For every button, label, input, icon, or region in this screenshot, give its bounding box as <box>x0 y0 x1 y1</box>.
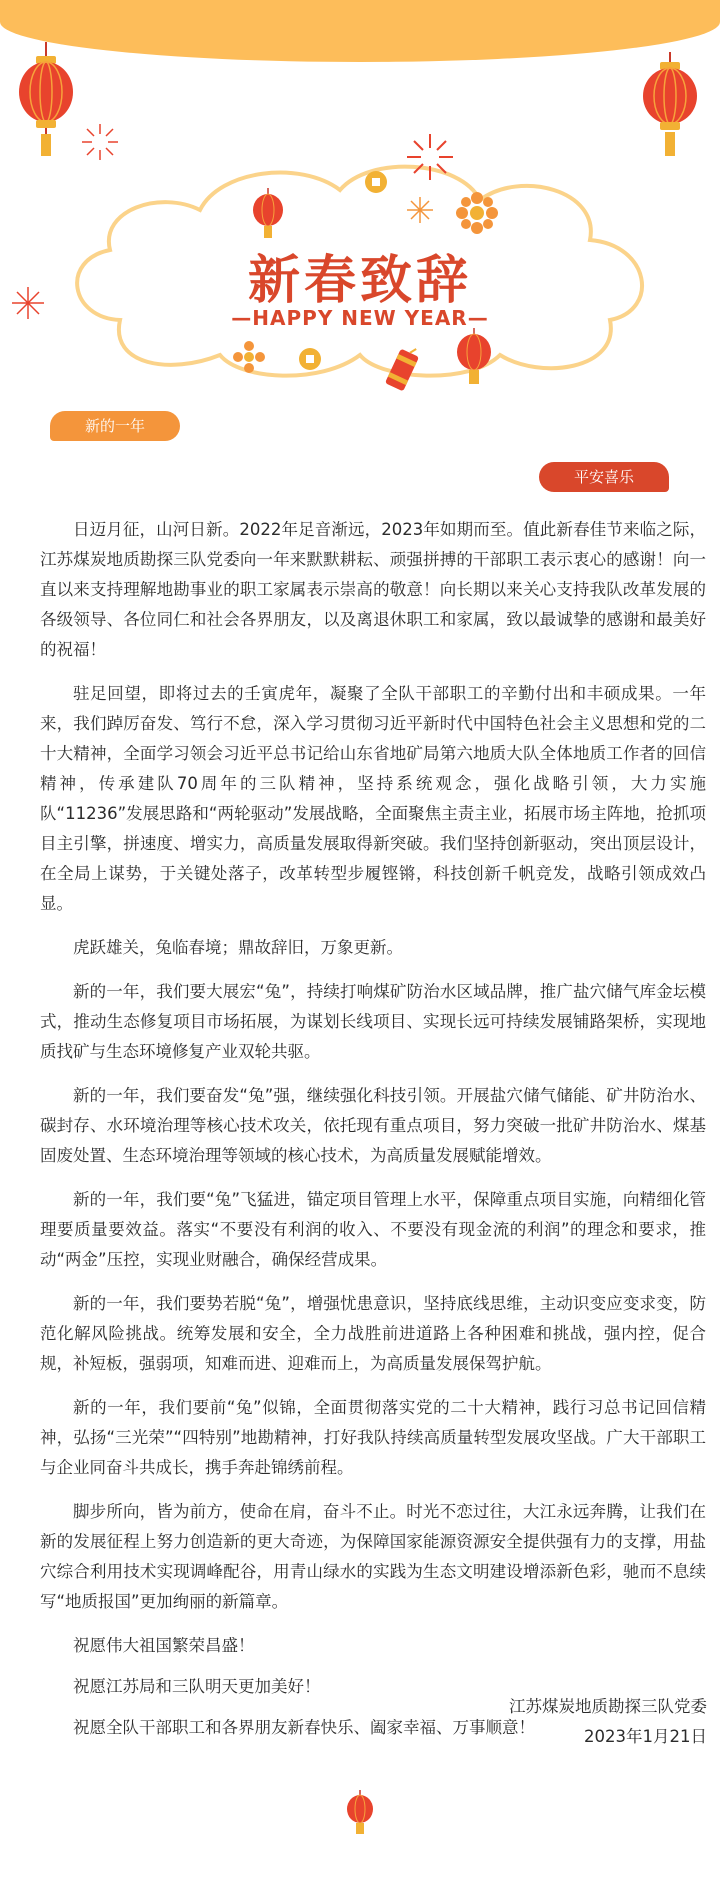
lantern-icon <box>252 188 284 240</box>
blessing-line: 祝愿江苏局和三队明天更加美好！ <box>73 1677 321 1696</box>
top-banner-band <box>0 0 720 62</box>
firework-icon <box>405 132 455 182</box>
paragraph: 脚步所向，皆为前方，使命在肩，奋斗不止。时光不恋过往，大江永远奔腾，让我们在新的发展征程上努力创造新的更大奇迹，为保障国家能源资源安全提供强有力的支撑，用盐穴综合利用技术实现调峰配谷，用青山绿水的实践为生态文明建设增添新色彩，驰而不息续写“地质报国”更加绚丽的新篇章。 <box>40 1502 706 1611</box>
paragraph: 新的一年，我们要势若脱“兔”，增强忧患意识，坚持底线思维，主动识变应变求变，防范化解风险挑战。统筹发展和安全，全力战胜前进道路上各种困难和挑战，强内控，促合规，补短板，强弱项，知难而进、迎难而上，为高质量发展保驾护航。 <box>40 1294 706 1373</box>
tag-new-year: 新的一年 <box>50 411 180 441</box>
lantern-icon-right <box>642 52 698 162</box>
paragraph: 驻足回望，即将过去的壬寅虎年，凝聚了全队干部职工的辛勤付出和丰硕成果。一年来，我们踔厉奋发、笃行不怠，深入学习贯彻习近平新时代中国特色社会主义思想和党的二十大精神，全面学习领会习近平总书记给山东省地矿局第六地质大队全体地质工作者的回信精神，传承建队70周年的三队精神，坚持系统观念，强化战略引领，大力实施队“11236”发展思路和“两轮驱动”发展战略，全面聚焦主责主业，拓展市场主阵地，抢抓项目主引擎，拼速度、增实力，高质量发展取得新突破。我们坚持创新驱动，突出顶层设计，在全局上谋势，于关键处落子，改革转型步履铿锵，科技创新千帆竞发，战略引领成效凸显。 <box>40 684 706 913</box>
firework-icon <box>80 122 120 162</box>
tag-peace-joy: 平安喜乐 <box>539 462 669 492</box>
signature-org: 江苏煤炭地质勘探三队党委 <box>509 1697 707 1716</box>
paragraph: 虎跃雄关，兔临春境；鼎故辞旧，万象更新。 <box>73 938 403 957</box>
lantern-icon-bottom <box>346 1790 374 1836</box>
paragraph: 新的一年，我们要奋发“兔”强，继续强化科技引领。开展盐穴储气储能、矿井防治水、碳封存、水环境治理等核心技术攻关，依托现有重点项目，努力突破一批矿井防治水、煤基固废处置、生态环境治理等领域的核心技术，为高质量发展赋能增效。 <box>40 1086 706 1165</box>
lantern-icon <box>456 328 492 386</box>
lantern-icon-left <box>18 42 74 162</box>
blessing-line: 祝愿全队干部职工和各界朋友新春快乐、阖家幸福、万事顺意！ <box>73 1718 535 1737</box>
signature-date: 2023年1月21日 <box>584 1727 707 1746</box>
flower-firework-icon <box>454 190 500 236</box>
paragraph: 新的一年，我们要大展宏“兔”，持续打响煤矿防治水区域品牌，推广盐穴储气库金坛模式，推动生态修复项目市场拓展，为谋划长线项目、实现长远可持续发展铺路架桥，实现地质找矿与生态环境修复产业双轮共驱。 <box>40 982 706 1061</box>
page-subtitle: —HAPPY NEW YEAR— <box>231 306 489 330</box>
signature-block <box>407 1692 707 1752</box>
article-body <box>40 515 706 1754</box>
firecracker-icon <box>382 345 422 395</box>
blessing-line: 祝愿伟大祖国繁荣昌盛！ <box>73 1636 255 1655</box>
coin-icon <box>298 347 322 371</box>
firework-icon <box>405 195 435 225</box>
paragraph: 日迈月征，山河日新。2022年足音渐远，2023年如期而至。值此新春佳节来临之际，江苏煤炭地质勘探三队党委向一年来默默耕耘、顽强拼搏的干部职工表示衷心的感谢！向一直以来支持理解地勘事业的职工家属表示崇高的敬意！向长期以来关心支持我队改革发展的各级领导、各位同仁和社会各界朋友，以及离退休职工和家属，致以最诚挚的感谢和最美好的祝福！ <box>40 520 706 659</box>
page-title: 新春致辞 <box>247 250 472 311</box>
flower-firework-icon <box>232 340 266 374</box>
coin-icon <box>364 170 388 194</box>
paragraph: 新的一年，我们要前“兔”似锦，全面贯彻落实党的二十大精神，践行习总书记回信精神，弘扬“三光荣”“四特别”地勘精神，打好我队持续高质量转型发展攻坚战。广大干部职工与企业同奋斗共成长，携手奔赴锦绣前程。 <box>40 1398 706 1477</box>
paragraph: 新的一年，我们要“兔”飞猛进，锚定项目管理上水平，保障重点项目实施，向精细化管理要质量要效益。落实“不要没有利润的收入、不要没有现金流的利润”的理念和要求，推动“两金”压控，实现业财融合，确保经营成果。 <box>40 1190 706 1269</box>
